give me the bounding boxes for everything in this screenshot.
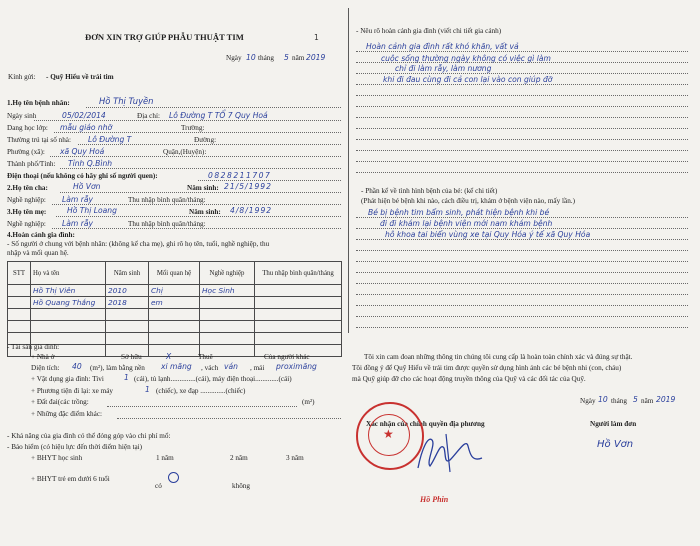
form-title: ĐƠN XIN TRỢ GIÚP PHẪU THUẬT TIM [85, 32, 244, 42]
application-form: ĐƠN XIN TRỢ GIÚP PHẪU THUẬT TIM 1 Ngày 10 tháng 5 năm 2019 Kính gửi: - Quỹ Hiểu về trái tim 1.Họ tên bệnh nhân: Hồ Thị Tuyền Ngày sinh 05/02/2014 Địa chỉ: Lô Đường T TỔ 7 Quy Hoá Dang học lớp: mẫu giáo nhỡ Trường: Thường trú tại số nhà: Lô Đường T Đường: Phường (xã): xã Quy Hoá Quận,(Huyện): Thành phố/Tỉnh: Tỉnh Q.Bình Điện thoại (nếu không có hãy ghi số người quen): 0828211707 2.Họ tên cha: Hồ Vơn Năm sinh: 21/5/1992 Nghề nghiệp: Làm rẫy Thu nhập bình quân/tháng: 3.Họ tên mẹ: Hồ Thị Loang Năm sinh: 4/8/1992 Nghề nghiệp: Làm rẫy Thu nhập bình quân/tháng: 4.Hoàn cảnh gia đình: - Số người ở chung với bệnh nhân: (không kể cha mẹ), ghi rõ họ tên, tuổi, nghề nghiệp, thu nhập và mối quan hệ. STT Họ và tên Năm sinh Mối quan hệ Nghề nghiệp Thu nhập bình quân/tháng Hồ Thị Viên 2010 Chị Học Sinh Hồ Quang Thắng 2018 em - Tài sản gia đình: + Nhà ở Sở hữu X Thuê Của người khác Diện tích: 40 (m²), làm bằng nền xi măng , vách ván , mái proximăng + Vật dụng gia đình: Tivi 1 (cái), tủ lạnh..............(cái), máy điện thoại.............(cái) + Phương tiện đi lại: xe máy 1 (chiếc), xe đạp ..............(chiếc) + Đất đai(các trồng: (m²) + Những đặc điểm khác: - Khả năng của gia đình có thể đóng góp vào chi phí mổ: - Bảo hiểm (có hiệu lực đến thời điểm hiện tại) + BHYT học sinh 1 năm 2 năm 3 năm + BHYT trẻ em dưới 6 tuổi có không - Nêu rõ hoàn cảnh gia đình (viết chi tiết gia cảnh) Hoàn cảnh gia đình rất khó khăn, vất vả cuộc sống thường ngày không có việc gì làm chỉ đi làm rẫy, làm nương khi đi đau cùng đi cả con lại vào con giúp đỡ - Phần kể về tình hình bệnh của bé: (kể chi tiết) (Phát hiện bé bệnh khi nào, cách điều trị, khám ở bệnh viện nào, mấy lần.) Bé bị bệnh tim bẩm sinh, phát hiện bệnh khi bé đi đi khám lại bệnh viện mới nam khám bệnh hô khoa tai biển vùng xe tại Quy Hóa ý tế xã Quy Hóa Tôi xin cam đoan những thông tin chúng tôi cung cấp là hoàn toàn chính xác và đúng sự thật. Tôi đồng ý để Quỹ Hiểu về trái tim được quyền sử dụng hình ảnh các bé bệnh nhi (con, cháu) mà Quỹ giúp đỡ cho các hoạt động truyền thông của Quỹ và các đối tác của Quỹ. Ngày 10 tháng 5 năm 2019 Xác nhận của chính quyền địa phương ★ Hồ Phin Người làm đơn Hồ Vơn [0, 0, 700, 546]
insurance-circle-mark [168, 472, 179, 483]
patient-dob-value: 05/02/2014 [62, 111, 106, 120]
table-row [8, 309, 342, 321]
official-seal-icon: ★ [356, 402, 424, 470]
table-header-name: Họ và tên [31, 262, 106, 285]
local-signature-icon [410, 428, 490, 476]
table-header-relation: Mối quan hệ [149, 262, 200, 285]
patient-phone-value: 0828211707 [208, 171, 272, 180]
table-row: Hồ Quang Thắng 2018 em [8, 297, 342, 309]
table-row [8, 321, 342, 333]
column-divider [348, 8, 349, 333]
table-header-year: Năm sinh [106, 262, 149, 285]
table-header-stt: STT [8, 262, 31, 285]
table-header-job: Nghề nghiệp [200, 262, 255, 285]
table-row: Hồ Thị Viên 2010 Chị Học Sinh [8, 285, 342, 297]
applicant-signature: Hồ Vơn [597, 439, 634, 450]
patient-address-value: Lô Đường T TỔ 7 Quy Hoá [169, 111, 268, 120]
page-mark: 1 [314, 33, 319, 42]
patient-name-value: Hồ Thị Tuyền [99, 96, 154, 106]
local-signer-name: Hồ Phin [420, 495, 449, 504]
table-header-income: Thu nhập bình quân/tháng [255, 262, 342, 285]
own-checkmark: X [166, 352, 172, 361]
